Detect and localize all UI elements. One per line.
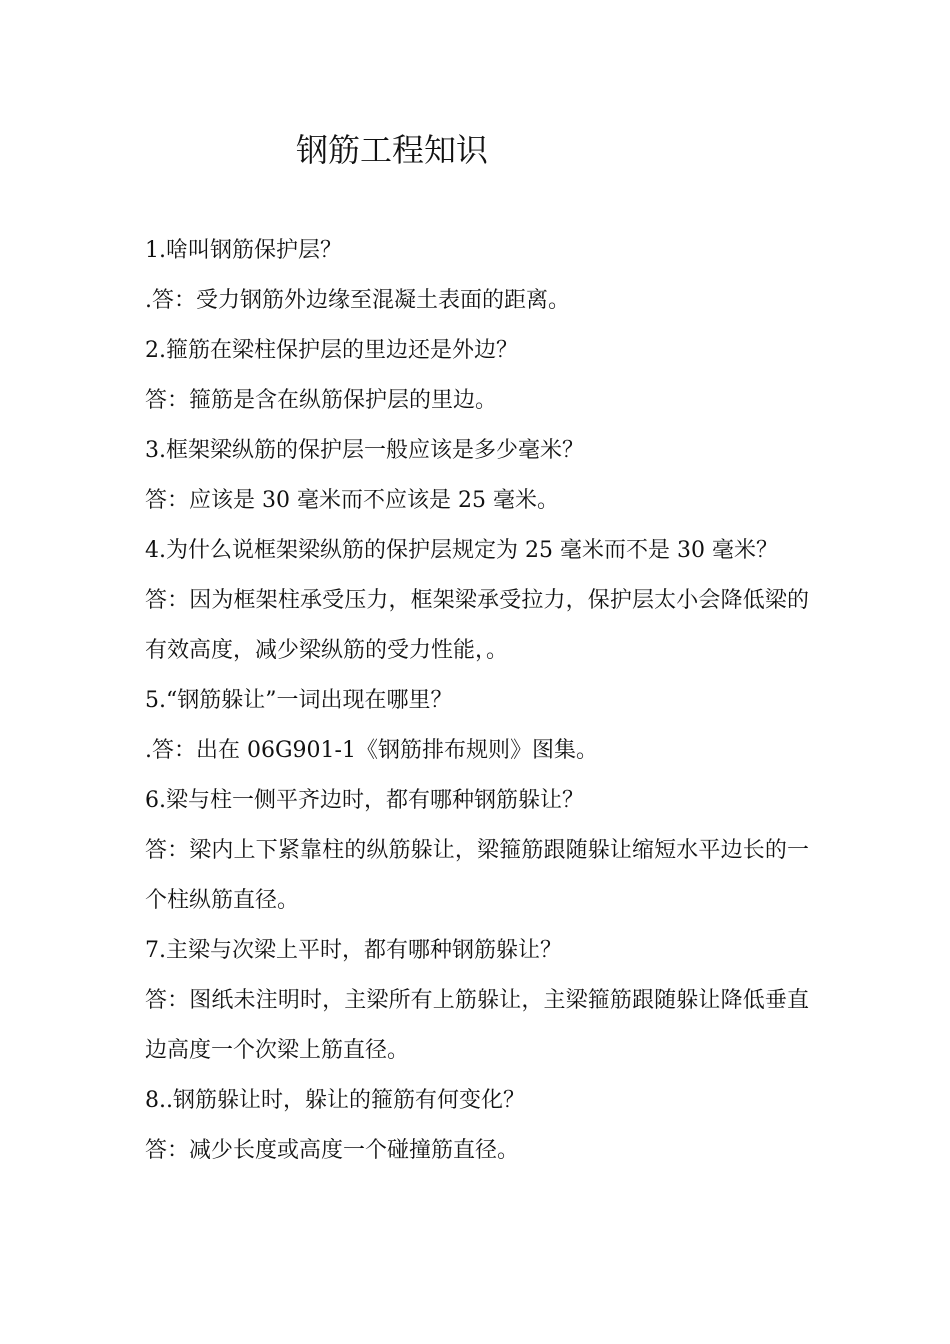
- answer-4: 答：因为框架柱承受压力，框架梁承受拉力，保护层太小会降低梁的有效高度，减少梁纵筋的受力性能，。: [145, 588, 809, 663]
- question-8: 8..钢筋躲让时，躲让的箍筋有何变化？: [145, 1088, 525, 1113]
- question-4: 4.为什么说框架梁纵筋的保护层规定为 25 毫米而不是 30 毫米？: [145, 538, 778, 563]
- answer-2: 答：箍筋是含在纵筋保护层的里边。: [145, 388, 498, 413]
- answer-6: 答：梁内上下紧靠柱的纵筋躲让，梁箍筋跟随躲让缩短水平边长的一个柱纵筋直径。: [145, 838, 809, 913]
- question-2: 2.箍筋在梁柱保护层的里边还是外边？: [145, 338, 518, 363]
- document-body: [145, 226, 809, 1176]
- document-title: 钢筋工程知识: [296, 131, 489, 169]
- question-3: 3.框架梁纵筋的保护层一般应该是多少毫米？: [145, 438, 584, 463]
- answer-3: 答：应该是 30 毫米而不应该是 25 毫米。: [145, 488, 559, 513]
- answer-8: 答：减少长度或高度一个碰撞筋直径。: [145, 1138, 520, 1163]
- question-1: 1.啥叫钢筋保护层？: [145, 238, 342, 263]
- answer-1: .答：受力钢筋外边缘至混凝土表面的距离。: [145, 288, 570, 313]
- question-7: 7.主梁与次梁上平时，都有哪种钢筋躲让？: [145, 938, 562, 963]
- answer-5: .答：出在 06G901-1《钢筋排布规则》图集。: [145, 738, 598, 763]
- question-5: 5.“钢筋躲让”一词出现在哪里？: [145, 688, 453, 713]
- answer-7: 答：图纸未注明时，主梁所有上筋躲让，主梁箍筋跟随躲让降低垂直边高度一个次梁上筋直径。: [145, 988, 809, 1063]
- question-6: 6.梁与柱一侧平齐边时，都有哪种钢筋躲让？: [145, 788, 584, 813]
